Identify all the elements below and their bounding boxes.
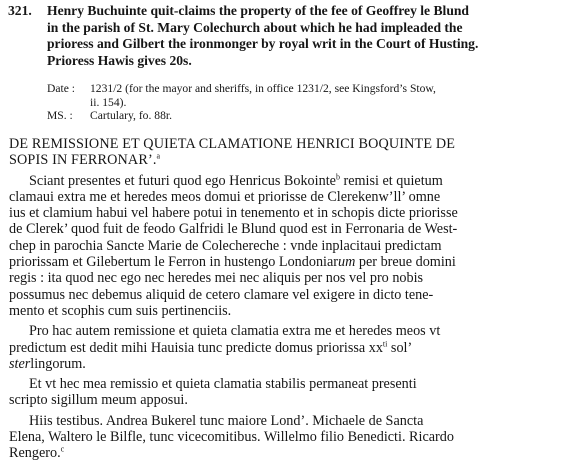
- text-line: mento et scophis cum suis pertinenciis.: [9, 302, 232, 319]
- charter-title-text: SOPIS IN FERRONAR’.: [9, 152, 157, 169]
- text-line: regis : ita quod nec ego nec heredes mei nec aliquis per nos vel pro nobis: [9, 270, 424, 287]
- ms-row: [47, 109, 562, 123]
- summary-line: in the parish of St. Mary Colechurch about which he had impleaded the: [47, 19, 463, 35]
- text-line: [9, 254, 566, 270]
- italic-span: um: [338, 254, 356, 271]
- date-row-cont: [47, 96, 562, 110]
- text-line: de Clerek’ quod fuit de feodo Galfridi le Blund quod est in Ferronaria de West-: [9, 221, 458, 238]
- text-line: Elena, Waltero le Bilfle, tunc vicecomitibus. Willelmo filio Benedicti. Ricardo: [9, 429, 454, 446]
- text-line: [9, 356, 566, 372]
- italic-span: ster: [9, 355, 31, 372]
- text-line: [9, 340, 566, 356]
- charter-text: [9, 136, 566, 462]
- date-row: [47, 82, 562, 96]
- date-text-cont: ii. 154).: [90, 95, 127, 109]
- footnote-marker: b: [335, 171, 340, 181]
- text-line: scripto sigillum meum apposui.: [9, 392, 188, 409]
- text-span: sol’: [387, 339, 413, 356]
- paragraph-1: [9, 173, 566, 320]
- text-line: [9, 173, 566, 189]
- summary-line: prioress and Gilbert the ironmonger by royal writ in the Court of Husting.: [47, 36, 479, 51]
- date-label: Date :: [47, 82, 76, 95]
- paragraph-3: [9, 376, 566, 409]
- ms-label: MS. :: [47, 109, 73, 122]
- date-text: 1231/2 (for the mayor and sheriffs, in office 1231/2, see Kingsford’s Stow,: [90, 82, 436, 95]
- charter-title-line: [9, 152, 566, 168]
- text-span: Sciant presentes et futuri quod ego Henricus Bokointe: [29, 172, 336, 189]
- summary-line: Henry Buchuinte quit-claims the property of the fee of Geoffrey le Blund: [47, 3, 469, 18]
- text-line: possumus nec debemus aliquid de cetero clamare vel exigere in dicto tene-: [9, 286, 434, 303]
- text-line: chep in parochia Sancte Marie de Colechereche : vnde inplacitaui predictam: [9, 237, 442, 254]
- footnote-marker: a: [156, 151, 161, 161]
- entry-header: [8, 3, 568, 69]
- superscript: ti: [382, 338, 388, 348]
- paragraph-2: [9, 323, 566, 372]
- text-span: lingorum.: [30, 355, 86, 372]
- text-span: remisi et quietum: [339, 172, 443, 189]
- charter-title-line: DE REMISSIONE ET QUIETA CLAMATIONE HENRICI BOQUINTE DE: [9, 136, 456, 152]
- entry-summary: [47, 3, 568, 69]
- text-line: Pro hac autem remissione et quieta clamatia extra me et heredes meos vt: [29, 323, 441, 340]
- text-line: Rengero.$^c$: [9, 444, 65, 462]
- text-line: ius et clamium habui vel habere potui in tenemento et in schopis dicte priorisse: [9, 205, 458, 222]
- ms-text: Cartulary, fo. 88r.: [90, 109, 172, 122]
- text-line: clamaui extra me et heredes meos domui et priorisse de Clerekenw’ll’ omne: [9, 188, 441, 205]
- paragraph-4: [9, 413, 566, 462]
- text-span: per breue domini: [355, 254, 456, 271]
- text-span: priorissam et Gilebertum le Ferron in hustengo Londoniar: [9, 254, 339, 271]
- text-span: Rengero: [9, 445, 58, 462]
- text-line: Hiis testibus. Andrea Bukerel tunc maiore Lond’. Michaele de Sancta: [29, 412, 424, 429]
- entry-number: 321.: [8, 3, 32, 18]
- text-span: predictum est dedit mihi Hauisia tunc predicte domus priorissa xx: [9, 339, 383, 356]
- footnote-marker: c: [60, 444, 65, 454]
- text-line: Et vt hec mea remissio et quieta clamatia stabilis permaneat presenti: [29, 376, 417, 393]
- summary-line: Prioress Hawis gives 20s.: [47, 52, 192, 68]
- entry-metadata: [47, 82, 562, 123]
